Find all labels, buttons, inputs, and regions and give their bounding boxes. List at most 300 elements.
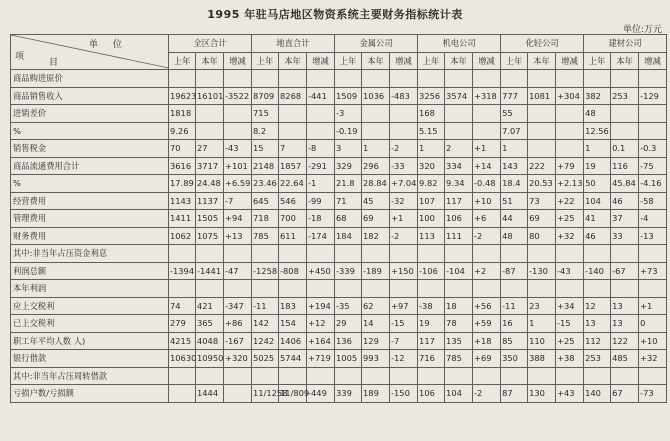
table-cell: +101	[224, 157, 252, 175]
table-cell	[556, 70, 584, 88]
table-cell: 18	[445, 297, 473, 315]
row-label: 其中:非当年占压资金利息	[11, 245, 169, 263]
corner-unit-label: 单 位	[89, 40, 128, 50]
table-cell: 1406	[279, 332, 307, 350]
table-cell: 16101	[196, 87, 224, 105]
table-cell	[335, 70, 362, 88]
table-cell: 23.46	[252, 175, 279, 193]
table-cell	[639, 105, 667, 123]
table-cell	[584, 245, 611, 263]
table-cell: +14	[473, 157, 501, 175]
table-cell: +94	[224, 210, 252, 228]
table-cell: -3	[335, 105, 362, 123]
table-cell: -0.3	[639, 140, 667, 158]
table-cell: 70	[169, 140, 196, 158]
table-cell	[445, 105, 473, 123]
row-label: 其中:非当年占压周转借款	[11, 367, 169, 385]
table-cell: 253	[584, 350, 611, 368]
table-row	[11, 122, 667, 140]
table-cell: 21.8	[335, 175, 362, 193]
table-cell: -174	[307, 227, 335, 245]
table-cell	[390, 122, 418, 140]
sub-header-cell: 本年	[279, 52, 307, 70]
financial-indicator-table	[10, 34, 667, 403]
table-cell: -15	[390, 315, 418, 333]
table-row	[11, 175, 667, 193]
table-cell: +59	[473, 315, 501, 333]
table-cell	[362, 245, 390, 263]
table-cell	[279, 70, 307, 88]
table-cell: 993	[362, 350, 390, 368]
table-header	[11, 35, 667, 70]
table-cell: 1505	[196, 210, 224, 228]
table-cell	[252, 367, 279, 385]
table-cell	[611, 280, 639, 298]
table-cell	[252, 280, 279, 298]
table-cell: 73	[528, 192, 556, 210]
table-cell: 1036	[362, 87, 390, 105]
table-cell: +32	[556, 227, 584, 245]
table-cell: -99	[307, 192, 335, 210]
table-cell: 74	[169, 297, 196, 315]
table-cell: -87	[501, 262, 528, 280]
table-cell: 8.2	[252, 122, 279, 140]
table-cell: -808	[279, 262, 307, 280]
group-header: 机电公司	[418, 35, 501, 53]
table-cell: 253	[611, 87, 639, 105]
table-cell	[224, 280, 252, 298]
table-cell: -2	[473, 385, 501, 403]
table-cell: 135	[445, 332, 473, 350]
table-cell: +304	[556, 87, 584, 105]
table-cell	[639, 245, 667, 263]
table-row	[11, 70, 667, 88]
row-label: 应上交税利	[11, 297, 169, 315]
table-cell: 5.15	[418, 122, 445, 140]
table-row	[11, 332, 667, 350]
table-cell: 13	[611, 315, 639, 333]
table-cell: 142	[252, 315, 279, 333]
table-cell: 69	[528, 210, 556, 228]
table-cell	[307, 105, 335, 123]
table-cell: -11	[252, 297, 279, 315]
sub-header-cell: 增减	[390, 52, 418, 70]
table-cell: +79	[556, 157, 584, 175]
row-label: 职工年平均人数 人)	[11, 332, 169, 350]
table-cell: 45.84	[611, 175, 639, 193]
table-cell: +34	[556, 297, 584, 315]
table-cell: -7	[390, 332, 418, 350]
table-cell	[279, 245, 307, 263]
table-row	[11, 245, 667, 263]
table-cell: -32	[390, 192, 418, 210]
table-cell: 329	[335, 157, 362, 175]
table-cell	[335, 367, 362, 385]
table-cell: +6.59	[224, 175, 252, 193]
table-cell: +86	[224, 315, 252, 333]
table-cell	[390, 105, 418, 123]
table-cell	[418, 280, 445, 298]
table-cell: 1137	[196, 192, 224, 210]
table-cell: 27	[196, 140, 224, 158]
table-cell: 154	[279, 315, 307, 333]
table-cell: -15	[556, 315, 584, 333]
table-cell	[528, 122, 556, 140]
table-cell: -11	[501, 297, 528, 315]
table-cell: -1441	[196, 262, 224, 280]
sub-header-cell: 上年	[501, 52, 528, 70]
table-cell: 5744	[279, 350, 307, 368]
row-label: 银行借款	[11, 350, 169, 368]
table-cell	[307, 245, 335, 263]
table-cell	[556, 140, 584, 158]
table-cell	[279, 105, 307, 123]
table-cell: 645	[252, 192, 279, 210]
table-cell	[556, 280, 584, 298]
table-cell: 111	[445, 227, 473, 245]
table-cell	[335, 280, 362, 298]
table-cell: 106	[418, 385, 445, 403]
table-cell: 46	[611, 192, 639, 210]
table-row	[11, 262, 667, 280]
table-cell: 9.82	[418, 175, 445, 193]
table-cell	[639, 122, 667, 140]
table-cell: 107	[418, 192, 445, 210]
table-cell: 388	[528, 350, 556, 368]
table-cell: 33	[611, 227, 639, 245]
table-cell	[473, 280, 501, 298]
table-cell: 104	[584, 192, 611, 210]
sub-header-cell: 上年	[418, 52, 445, 70]
table-cell	[169, 70, 196, 88]
table-cell	[556, 245, 584, 263]
table-cell: 67	[611, 385, 639, 403]
sub-header-cell: 上年	[252, 52, 279, 70]
table-cell	[224, 105, 252, 123]
table-cell: -4.16	[639, 175, 667, 193]
table-cell: +43	[556, 385, 584, 403]
table-cell: 1143	[169, 192, 196, 210]
table-row	[11, 280, 667, 298]
table-cell: 87	[501, 385, 528, 403]
table-cell: 183	[279, 297, 307, 315]
corner-item-label-2: 目	[49, 58, 59, 68]
table-cell	[224, 385, 252, 403]
table-cell: -7	[224, 192, 252, 210]
row-label: 商品购进原价	[11, 70, 169, 88]
table-cell: 1411	[169, 210, 196, 228]
table-cell: 44	[501, 210, 528, 228]
table-cell: 22.64	[279, 175, 307, 193]
sub-header-cell: 上年	[169, 52, 196, 70]
table-cell: +10	[639, 332, 667, 350]
table-cell	[279, 367, 307, 385]
sub-header-cell: 上年	[584, 52, 611, 70]
table-cell: 1	[584, 140, 611, 158]
group-header: 全区合计	[169, 35, 252, 53]
table-cell: -13	[639, 227, 667, 245]
table-cell: 29	[335, 315, 362, 333]
table-cell: +2.13	[556, 175, 584, 193]
table-cell: -47	[224, 262, 252, 280]
table-cell: 3	[335, 140, 362, 158]
table-cell	[307, 122, 335, 140]
table-cell	[307, 280, 335, 298]
table-cell: -483	[390, 87, 418, 105]
table-cell: 116	[611, 157, 639, 175]
table-cell: 9.34	[445, 175, 473, 193]
table-cell	[224, 70, 252, 88]
table-cell: 37	[611, 210, 639, 228]
table-cell	[445, 70, 473, 88]
sub-header-cell: 增减	[473, 52, 501, 70]
table-cell	[528, 280, 556, 298]
table-cell: -43	[556, 262, 584, 280]
table-cell	[418, 70, 445, 88]
table-cell: 19623	[169, 87, 196, 105]
table-cell	[556, 367, 584, 385]
table-cell	[196, 105, 224, 123]
table-cell: 296	[362, 157, 390, 175]
table-cell: 3574	[445, 87, 473, 105]
table-cell: +450	[307, 262, 335, 280]
table-cell: 11/1258	[252, 385, 279, 403]
table-cell: +1	[473, 140, 501, 158]
table-cell: 168	[418, 105, 445, 123]
table-cell: +318	[473, 87, 501, 105]
table-cell	[639, 280, 667, 298]
table-cell: 41	[584, 210, 611, 228]
table-cell: 718	[252, 210, 279, 228]
table-cell: 100	[418, 210, 445, 228]
table-cell	[252, 245, 279, 263]
row-label: 进销差价	[11, 105, 169, 123]
row-label: 销售税金	[11, 140, 169, 158]
table-cell: +12	[307, 315, 335, 333]
table-cell: 9.26	[169, 122, 196, 140]
table-cell	[224, 367, 252, 385]
table-cell: -67	[611, 262, 639, 280]
table-cell	[584, 70, 611, 88]
table-cell: 184	[335, 227, 362, 245]
table-cell: 80	[528, 227, 556, 245]
table-cell: -58	[639, 192, 667, 210]
table-cell: 136	[335, 332, 362, 350]
table-cell	[169, 385, 196, 403]
table-cell	[639, 367, 667, 385]
row-label: 经营费用	[11, 192, 169, 210]
table-cell	[445, 367, 473, 385]
table-cell: -12	[390, 350, 418, 368]
table-cell: 5025	[252, 350, 279, 368]
table-cell: 2	[445, 140, 473, 158]
table-cell: 320	[418, 157, 445, 175]
table-cell: 48	[584, 105, 611, 123]
table-cell: +56	[473, 297, 501, 315]
table-cell: -347	[224, 297, 252, 315]
table-cell: 12	[584, 297, 611, 315]
table-cell: -0.48	[473, 175, 501, 193]
table-cell: -140	[584, 262, 611, 280]
group-header: 地直合计	[252, 35, 335, 53]
table-cell	[169, 367, 196, 385]
sub-header-cell: 本年	[611, 52, 639, 70]
table-cell	[362, 105, 390, 123]
table-cell: 129	[362, 332, 390, 350]
table-cell	[169, 245, 196, 263]
table-title: 1995 年驻马店地区物资系统主要财务指标统计表	[207, 8, 463, 21]
row-label: 管理费用	[11, 210, 169, 228]
table-cell	[252, 70, 279, 88]
table-row	[11, 350, 667, 368]
table-cell	[390, 367, 418, 385]
table-cell: 222	[528, 157, 556, 175]
sub-header-cell: 本年	[362, 52, 390, 70]
table-row	[11, 210, 667, 228]
table-cell	[556, 122, 584, 140]
table-cell: 17.89	[169, 175, 196, 193]
table-cell: 3616	[169, 157, 196, 175]
table-cell	[528, 367, 556, 385]
table-cell: 51	[501, 192, 528, 210]
table-cell: -0.19	[335, 122, 362, 140]
table-cell: 365	[196, 315, 224, 333]
table-cell: 122	[611, 332, 639, 350]
table-row	[11, 157, 667, 175]
table-cell	[224, 245, 252, 263]
table-cell: 19	[418, 315, 445, 333]
table-cell: -291	[307, 157, 335, 175]
sub-header-cell: 增减	[639, 52, 667, 70]
table-cell: 46	[584, 227, 611, 245]
corner-header-cell	[11, 35, 169, 70]
table-cell: 50	[584, 175, 611, 193]
table-cell: 2148	[252, 157, 279, 175]
corner-item-label: 项	[15, 52, 31, 62]
row-label: 已上交税利	[11, 315, 169, 333]
table-cell: 130	[528, 385, 556, 403]
table-cell: +6	[473, 210, 501, 228]
table-cell: 143	[501, 157, 528, 175]
table-cell: 1075	[196, 227, 224, 245]
table-cell: -167	[224, 332, 252, 350]
table-cell	[390, 245, 418, 263]
table-cell: +164	[307, 332, 335, 350]
table-cell: 1	[418, 140, 445, 158]
sub-header-cell: 本年	[528, 52, 556, 70]
table-cell: 421	[196, 297, 224, 315]
table-cell: 14	[362, 315, 390, 333]
table-cell: 8709	[252, 87, 279, 105]
table-cell: -3522	[224, 87, 252, 105]
table-cell: 777	[501, 87, 528, 105]
table-cell: 716	[418, 350, 445, 368]
table-row	[11, 140, 667, 158]
table-cell	[418, 367, 445, 385]
table-cell: +97	[390, 297, 418, 315]
table-cell: 62	[362, 297, 390, 315]
table-cell: -449	[307, 385, 335, 403]
table-cell	[556, 105, 584, 123]
table-row	[11, 227, 667, 245]
table-cell: +1	[390, 210, 418, 228]
sub-header-cell: 增减	[307, 52, 335, 70]
table-cell	[279, 280, 307, 298]
table-cell: 78	[445, 315, 473, 333]
unit-label: 单位:万元	[622, 25, 662, 35]
table-cell	[390, 280, 418, 298]
table-cell	[473, 122, 501, 140]
table-body	[11, 70, 667, 403]
table-cell: 0.1	[611, 140, 639, 158]
table-cell	[362, 280, 390, 298]
table-cell: +22	[556, 192, 584, 210]
table-cell: 4048	[196, 332, 224, 350]
table-cell: -2	[390, 227, 418, 245]
table-cell: +719	[307, 350, 335, 368]
row-label: %	[11, 122, 169, 140]
table-cell: 485	[611, 350, 639, 368]
table-cell: 117	[445, 192, 473, 210]
table-row	[11, 87, 667, 105]
table-cell: 10630	[169, 350, 196, 368]
sub-header-cell: 本年	[196, 52, 224, 70]
table-cell: +32	[639, 350, 667, 368]
table-cell: 20.53	[528, 175, 556, 193]
table-cell: +194	[307, 297, 335, 315]
table-cell: -2	[473, 227, 501, 245]
table-cell	[224, 122, 252, 140]
table-cell: 382	[584, 87, 611, 105]
table-cell: -43	[224, 140, 252, 158]
table-cell	[362, 70, 390, 88]
table-cell: +25	[556, 332, 584, 350]
sub-header-cell: 上年	[335, 52, 362, 70]
table-cell: 112	[584, 332, 611, 350]
table-cell	[307, 367, 335, 385]
table-cell	[418, 245, 445, 263]
table-cell: 1	[501, 140, 528, 158]
table-cell: +2	[473, 262, 501, 280]
table-cell	[584, 367, 611, 385]
table-cell	[584, 280, 611, 298]
table-cell: 18.4	[501, 175, 528, 193]
row-label: 商品流通费用合计	[11, 157, 169, 175]
table-cell: 279	[169, 315, 196, 333]
table-cell: 1	[362, 140, 390, 158]
table-cell	[279, 122, 307, 140]
table-cell: -35	[335, 297, 362, 315]
table-cell: -33	[390, 157, 418, 175]
table-row	[11, 297, 667, 315]
table-cell: 785	[445, 350, 473, 368]
table-cell: 1857	[279, 157, 307, 175]
table-cell: 28.84	[362, 175, 390, 193]
table-cell	[528, 140, 556, 158]
table-cell: 15	[252, 140, 279, 158]
table-cell	[528, 105, 556, 123]
table-cell	[528, 245, 556, 263]
table-cell	[445, 122, 473, 140]
table-cell: -73	[639, 385, 667, 403]
group-header: 金属公司	[335, 35, 418, 53]
table-cell: +7.04	[390, 175, 418, 193]
table-cell	[362, 122, 390, 140]
table-cell: -8	[307, 140, 335, 158]
group-header: 化轻公司	[501, 35, 584, 53]
table-cell: 68	[335, 210, 362, 228]
table-cell: 13	[584, 315, 611, 333]
